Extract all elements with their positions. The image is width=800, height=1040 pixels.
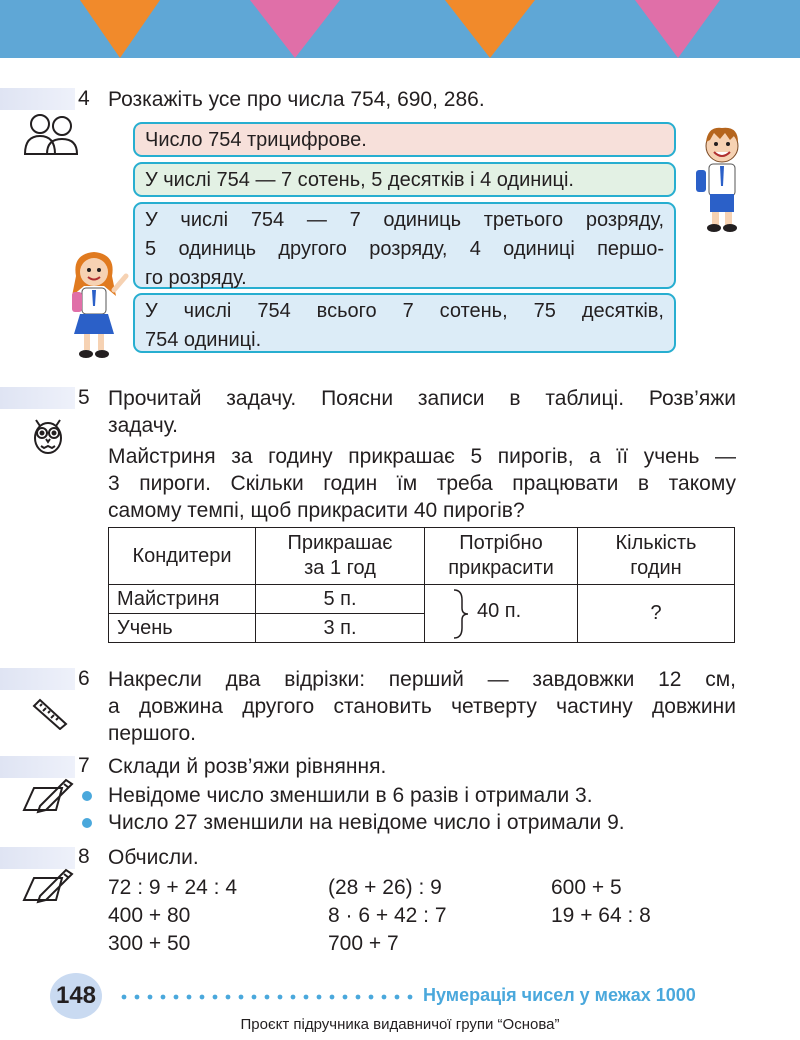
expression: 8 · 6 + 42 : 7 [328, 904, 447, 927]
task-5-line: Майстриня за годину прикрашає 5 пирогів, а її учень — [108, 445, 736, 468]
table-header-cell [578, 528, 735, 585]
task-4-prompt: Розкажіть усе про числа 754, 690, 286. [108, 88, 485, 111]
task-7-item: Невідоме число зменшили в 6 разів і отримали 3. [108, 784, 593, 807]
bullet-icon [82, 818, 92, 828]
pencil-notebook-icon [22, 868, 80, 909]
task-6-line: а довжина другого становить четверту частину довжини [108, 695, 736, 718]
bullet-icon [82, 791, 92, 801]
table-header-text: Кондитери [132, 544, 232, 567]
task-7-prompt: Склади й розв’яжи рівняння. [108, 755, 387, 778]
expression: 400 + 80 [108, 904, 191, 927]
table-cell: 3 п. [256, 614, 425, 643]
task-8-prompt: Обчисли. [108, 846, 199, 869]
task-8-marker [0, 847, 75, 869]
table-header-cell [425, 528, 578, 585]
expression: 300 + 50 [108, 932, 191, 955]
task-4-marker [0, 88, 75, 110]
task-8-number: 8 [78, 845, 90, 868]
table-cell-merged-hours: ? [578, 585, 735, 643]
expression: 72 : 9 + 24 : 4 [108, 876, 238, 899]
answer-bubble-4 [133, 293, 676, 353]
task-5-marker [0, 387, 75, 409]
table-header-text: Потрібно [459, 532, 543, 554]
two-people-icon [20, 110, 82, 161]
table-header-text: Прикрашає [287, 532, 393, 554]
task-5-number: 5 [78, 386, 90, 409]
table-total-value: 40 п. [477, 600, 522, 622]
section-title: Нумерація чисел у межах 1000 [423, 985, 696, 1005]
answer-bubble-3-line: У числі 754 — 7 одиниць третього розряду, [145, 209, 664, 231]
table-header-text: Кількість [615, 532, 697, 554]
task-6-number: 6 [78, 667, 90, 690]
task-7-number: 7 [78, 754, 90, 777]
table-header-row [109, 528, 735, 585]
task-5-text [108, 385, 736, 524]
expression: 19 + 64 : 8 [551, 904, 651, 927]
top-banner [0, 0, 800, 58]
pencil-notebook-icon [22, 778, 80, 819]
expression: (28 + 26) : 9 [328, 876, 442, 899]
owl-icon [30, 414, 66, 461]
answer-bubble-1 [133, 122, 676, 157]
girl-illustration [64, 246, 134, 367]
page-number: 148 [55, 982, 97, 1009]
task-6-text [108, 666, 736, 747]
task-7-marker [0, 756, 75, 778]
ruler-icon [30, 696, 70, 735]
task-5-line: 3 пироги. Скільки годин їм треба працювати в такому [108, 472, 736, 495]
table-header-text: прикрасити [448, 557, 554, 579]
task-7-item: Число 27 зменшили на невідоме число і отримали 9. [108, 811, 625, 834]
publisher-credit: Проєкт підручника видавничої групи “Основа” [240, 1016, 560, 1033]
curly-brace-icon [451, 588, 471, 640]
table-header-cell [109, 528, 256, 585]
task-5-line: Прочитай задачу. Поясни записи в таблиці. Розв’яжи [108, 387, 736, 410]
answer-bubble-2-text: У числі 754 — 7 сотень, 5 десятків і 4 одиниці. [145, 169, 574, 191]
answer-bubble-4-line: У числі 754 всього 7 сотень, 75 десятків, [145, 300, 664, 322]
task-5-table [108, 527, 735, 643]
answer-bubble-3-line: 5 одиниць другого розряду, 4 одиниці першо- [145, 238, 664, 260]
table-header-cell [256, 528, 425, 585]
task-6-marker [0, 668, 75, 690]
task-6-line: першого. [108, 722, 196, 745]
table-cell: 5 п. [256, 585, 425, 614]
table-cell: Учень [109, 614, 256, 643]
task-5-line: самому темпі, щоб прикрасити 40 пирогів? [108, 499, 525, 522]
task-4-number: 4 [78, 87, 90, 110]
table-cell-merged-total [425, 585, 578, 643]
task-5-line: задачу. [108, 414, 178, 437]
answer-bubble-3-line: го розряду. [145, 267, 247, 289]
answer-bubble-4-line: 754 одиниці. [145, 329, 262, 351]
boy-illustration [692, 122, 752, 239]
task-6-line: Накресли два відрізки: перший — завдовжки 12 см, [108, 668, 736, 691]
table-cell: Майстриня [109, 585, 256, 614]
table-header-text: за 1 год [304, 557, 376, 579]
answer-bubble-1-text: Число 754 трицифрове. [145, 129, 367, 151]
answer-bubble-3 [133, 202, 676, 289]
expression: 700 + 7 [328, 932, 399, 955]
expression: 600 + 5 [551, 876, 622, 899]
dotted-leader [121, 983, 421, 1008]
page-number-badge [50, 973, 102, 1019]
table-row [109, 585, 735, 614]
answer-bubble-2 [133, 162, 676, 197]
table-header-text: годин [630, 557, 682, 579]
